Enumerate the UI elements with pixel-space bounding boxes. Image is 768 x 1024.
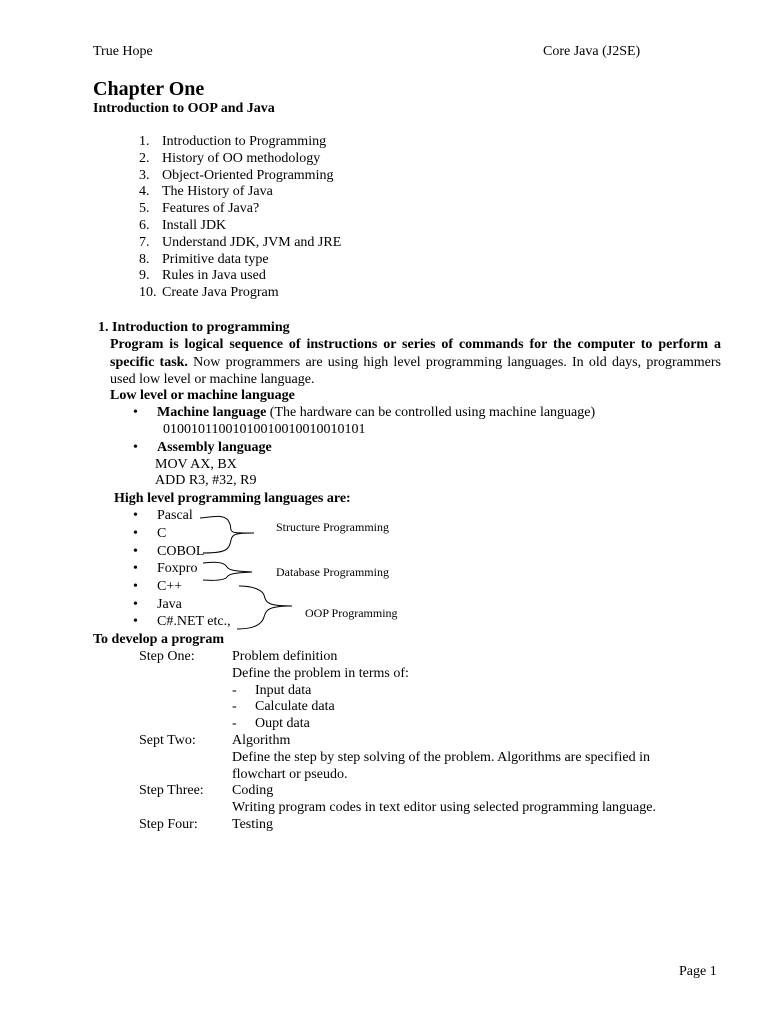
step-two-title: Algorithm [232, 733, 291, 748]
assembly-line-2: ADD R3, #32, R9 [155, 473, 257, 488]
step-one-item: - Calculate data [232, 699, 335, 714]
bullet-icon: • [133, 440, 138, 455]
toc-item: 3. Object-Oriented Programming [139, 167, 334, 183]
step-two-label: Sept Two: [139, 733, 196, 748]
page-number: Page 1 [679, 964, 717, 979]
oop-brace [237, 586, 292, 629]
step-one-desc: Define the problem in terms of: [232, 666, 409, 681]
structure-programming-label: Structure Programming [276, 520, 389, 534]
assembly-line-1: MOV AX, BX [155, 457, 237, 472]
database-brace [203, 562, 252, 580]
step-one-label: Step One: [139, 649, 195, 664]
bullet-icon: • [133, 561, 138, 576]
toc-item: 6. Install JDK [139, 217, 227, 233]
step-three-desc: Writing program codes in text editor using selected programming language. [232, 800, 656, 815]
bullet-icon: • [133, 508, 138, 523]
bullet-icon: • [133, 544, 138, 559]
bullet-icon: • [133, 579, 138, 594]
step-one-item: - Input data [232, 683, 312, 698]
bullet-icon: • [133, 597, 138, 612]
machine-code: 01001011001010010010010010101 [163, 422, 366, 437]
step-two-desc: Define the step by step solving of the problem. Algorithms are specified in [232, 750, 650, 765]
develop-heading: To develop a program [93, 632, 225, 647]
bullet-icon: • [133, 614, 138, 629]
chapter-subtitle: Introduction to OOP and Java [93, 101, 275, 116]
step-three-label: Step Three: [139, 783, 204, 798]
step-one-title: Problem definition [232, 649, 338, 664]
toc-item: 10. Create Java Program [139, 285, 279, 301]
low-level-heading: Low level or machine language [110, 388, 295, 403]
step-four-label: Step Four: [139, 817, 198, 832]
database-programming-label: Database Programming [276, 565, 389, 579]
bullet-icon: • [133, 526, 138, 541]
bullet-icon: • [133, 405, 138, 420]
toc-item: 1. Introduction to Programming [139, 134, 327, 149]
header-left: True Hope [93, 44, 153, 59]
step-one-item: - Oupt data [232, 716, 310, 731]
toc-item: 5. Features of Java? [139, 201, 260, 217]
structure-brace [200, 516, 254, 553]
step-three-title: Coding [232, 783, 274, 798]
section1-heading: 1. Introduction to programming [98, 320, 290, 335]
step-four-title: Testing [232, 817, 274, 832]
header-right: Core Java (J2SE) [543, 44, 641, 59]
toc-item: 2. History of OO methodology [139, 150, 321, 166]
oop-programming-label: OOP Programming [305, 606, 398, 620]
high-level-heading: High level programming languages are: [114, 491, 351, 506]
chapter-title: Chapter One [93, 78, 205, 100]
toc-item: 4. The History of Java [139, 184, 273, 200]
step-two-desc: flowchart or pseudo. [232, 767, 348, 782]
toc-item: 7. Understand JDK, JVM and JRE [139, 234, 342, 250]
section1-intro: Program is logical sequence of instructions or series of commands for the computer to perform a specific task. Now programmers are using high level programming languages. In old days, programmers used low level or machine language. [110, 337, 721, 387]
toc-item: 8. Primitive data type [139, 251, 269, 267]
toc-item: 9. Rules in Java used [139, 268, 266, 284]
